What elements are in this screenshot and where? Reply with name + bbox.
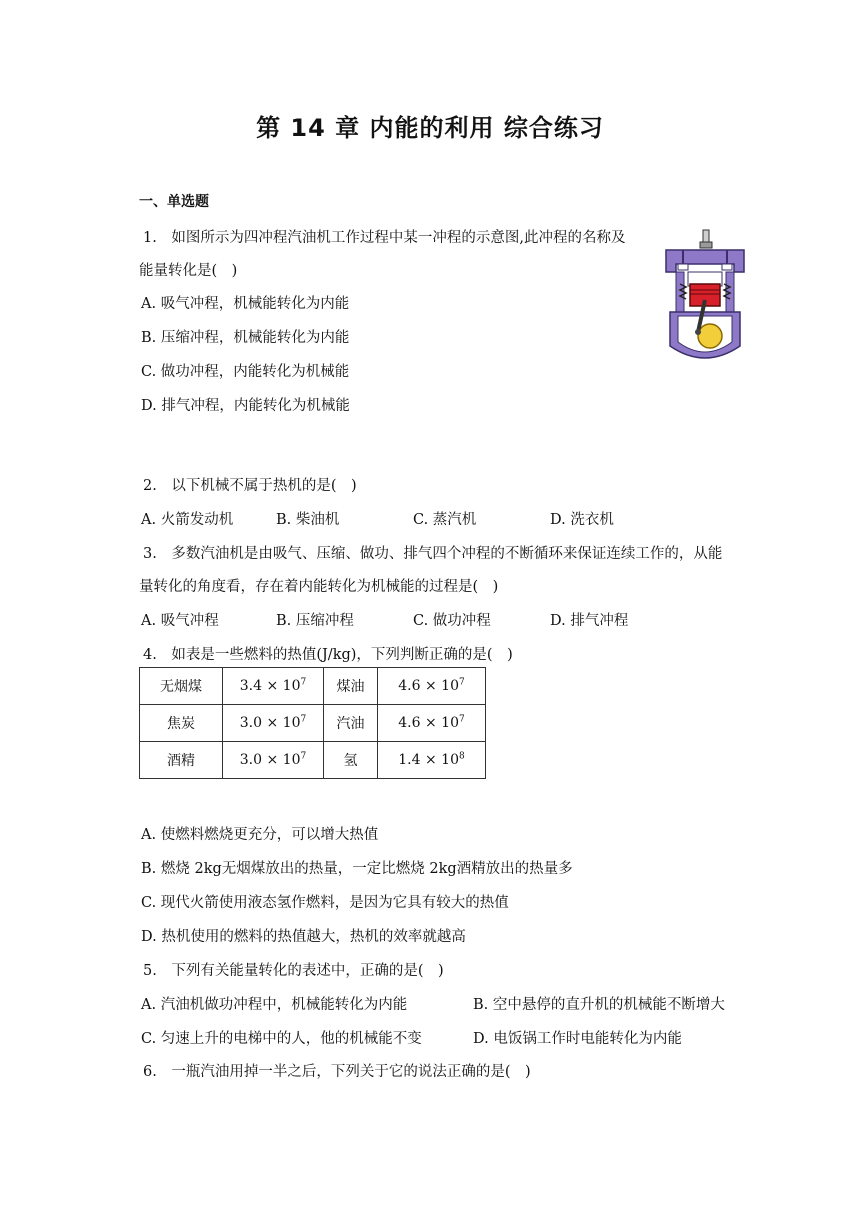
- q5-stem: 5. 下列有关能量转化的表述中，正确的是( ): [143, 963, 444, 979]
- q3-stem-line1: 3. 多数汽油机是由吸气、压缩、做功、排气四个冲程的不断循环来保证连续工作的，从能: [143, 546, 723, 562]
- value-exponent: 7: [300, 751, 307, 762]
- q3-option-a[interactable]: A. 吸气冲程: [141, 613, 219, 629]
- table-cell-fuel: 无烟煤: [140, 668, 223, 705]
- q1-option-c[interactable]: C. 做功冲程，内能转化为机械能: [141, 364, 350, 380]
- table-cell-fuel: 氢: [324, 742, 378, 779]
- value-mantissa: 3.0 × 10: [239, 752, 301, 768]
- q3-option-b[interactable]: B. 压缩冲程: [276, 613, 354, 629]
- q2-option-b[interactable]: B. 柴油机: [276, 512, 340, 528]
- value-mantissa: 3.4 × 10: [239, 678, 301, 694]
- q6-stem: 6. 一瓶汽油用掉一半之后，下列关于它的说法正确的是( ): [143, 1064, 531, 1080]
- table-cell-value: [378, 742, 486, 779]
- table-row: [140, 742, 486, 779]
- q2-stem: 2. 以下机械不属于热机的是( ): [143, 478, 357, 494]
- q3-stem-line2: 量转化的角度看，存在着内能转化为机械能的过程是( ): [139, 579, 499, 595]
- table-cell-fuel: 汽油: [324, 705, 378, 742]
- table-cell-value: [223, 668, 324, 705]
- q5-option-a[interactable]: A. 汽油机做功冲程中，机械能转化为内能: [141, 997, 408, 1013]
- four-stroke-engine-icon: [660, 228, 750, 364]
- q4-option-c[interactable]: C. 现代火箭使用液态氢作燃料，是因为它具有较大的热值: [141, 895, 509, 911]
- value-exponent: 7: [300, 677, 307, 688]
- value-mantissa: 4.6 × 10: [398, 678, 459, 694]
- q1-stem-line2: 能量转化是( ): [139, 263, 238, 279]
- q4-stem: 4. 如表是一些燃料的热值(J/kg)，下列判断正确的是( ): [143, 647, 513, 663]
- value-mantissa: 1.4 × 10: [398, 752, 459, 768]
- q5-option-d[interactable]: D. 电饭锅工作时电能转化为内能: [473, 1031, 682, 1047]
- q1-option-d[interactable]: D. 排气冲程，内能转化为机械能: [141, 398, 350, 414]
- q2-option-a[interactable]: A. 火箭发动机: [141, 512, 234, 528]
- fuel-heat-value-table: [139, 667, 486, 779]
- table-row: [140, 668, 486, 705]
- table-cell-fuel: 煤油: [324, 668, 378, 705]
- q2-option-d[interactable]: D. 洗衣机: [550, 512, 614, 528]
- table-row: [140, 705, 486, 742]
- value-exponent: 7: [458, 714, 465, 725]
- table-cell-fuel: 酒精: [140, 742, 223, 779]
- value-mantissa: 4.6 × 10: [398, 715, 459, 731]
- table-cell-value: [378, 668, 486, 705]
- q3-option-d[interactable]: D. 排气冲程: [550, 613, 629, 629]
- value-mantissa: 3.0 × 10: [239, 715, 301, 731]
- value-exponent: 7: [300, 714, 307, 725]
- table-cell-fuel: 焦炭: [140, 705, 223, 742]
- value-exponent: 8: [458, 751, 465, 762]
- q2-option-c[interactable]: C. 蒸汽机: [413, 512, 477, 528]
- section-heading: 一、单选题: [139, 194, 209, 210]
- value-exponent: 7: [458, 677, 465, 688]
- q5-option-c[interactable]: C. 匀速上升的电梯中的人，他的机械能不变: [141, 1031, 422, 1047]
- table-cell-value: [223, 705, 324, 742]
- q4-option-d[interactable]: D. 热机使用的燃料的热值越大，热机的效率就越高: [141, 929, 466, 945]
- q4-option-a[interactable]: A. 使燃料燃烧更充分，可以增大热值: [141, 827, 379, 843]
- q1-stem-line1: 1. 如图所示为四冲程汽油机工作过程中某一冲程的示意图,此冲程的名称及: [143, 230, 626, 246]
- table-cell-value: [223, 742, 324, 779]
- q1-option-a[interactable]: A. 吸气冲程，机械能转化为内能: [141, 296, 350, 312]
- q5-option-b[interactable]: B. 空中悬停的直升机的机械能不断增大: [473, 997, 725, 1013]
- q4-option-b[interactable]: B. 燃烧 2kg无烟煤放出的热量，一定比燃烧 2kg酒精放出的热量多: [141, 861, 573, 877]
- q1-option-b[interactable]: B. 压缩冲程，机械能转化为内能: [141, 330, 350, 346]
- q3-option-c[interactable]: C. 做功冲程: [413, 613, 491, 629]
- page-title: 第 14 章 内能的利用 综合练习: [256, 114, 604, 142]
- table-cell-value: [378, 705, 486, 742]
